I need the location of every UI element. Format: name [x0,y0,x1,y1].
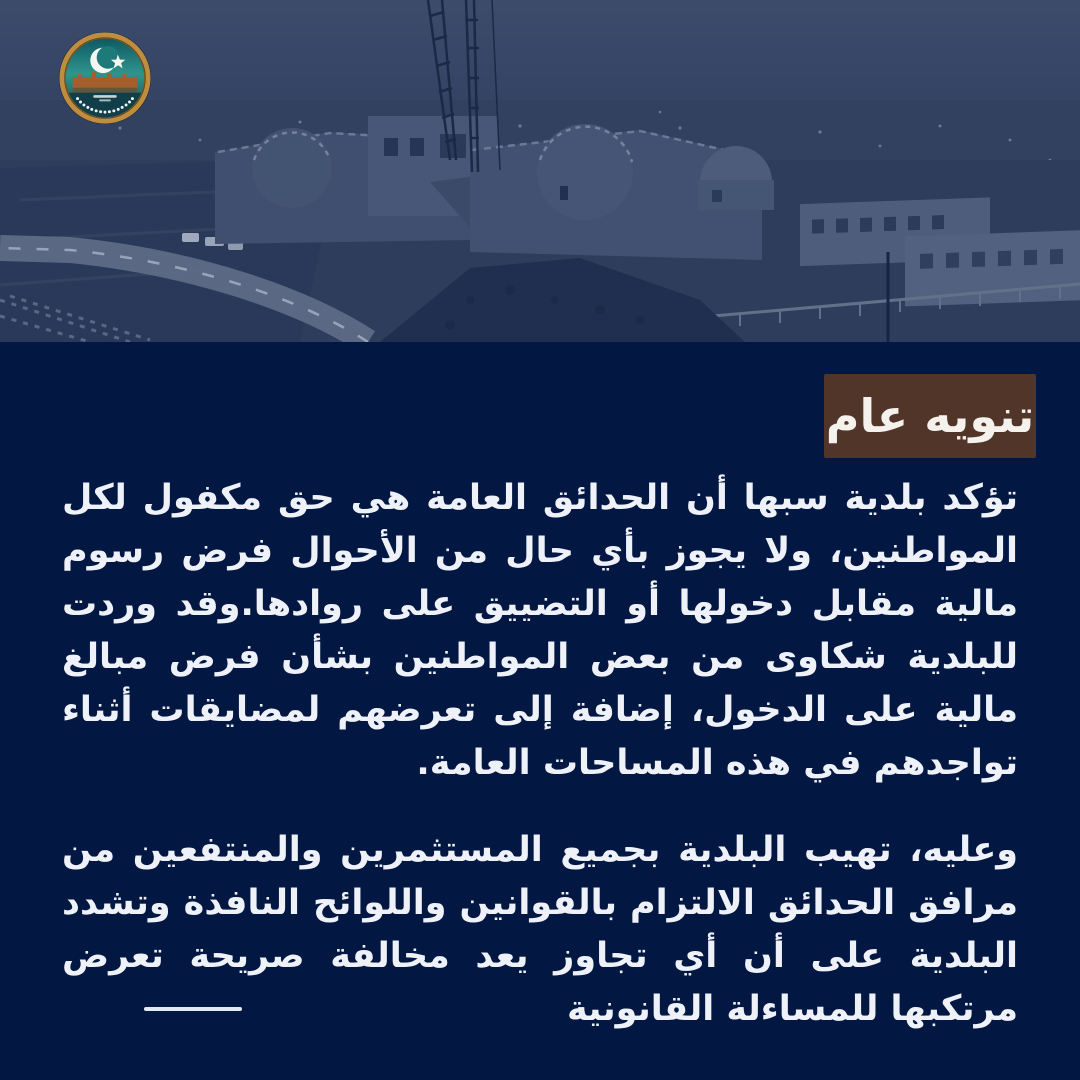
fortress-scene [0,0,1080,342]
sabha-municipality-logo [56,29,154,127]
notice-badge-label: تنويه عام [825,389,1035,443]
footer-dash-divider [144,1007,242,1011]
header-photo-fortress-aerial [0,0,1080,342]
navy-tint-overlay [0,0,1080,342]
announcement-paragraph-2: وعليه، تهيب البلدية بجميع المستثمرين والمنتفعين من مرافق الحدائق الالتزام بالقوانين واللوائح النافذة وتشدد البلدية على أن أي تجاوز يعد مخالفة صريحة تعرض مرتكبها للمساءلة القانونية [62,830,1018,1029]
announcement-body [62,472,1018,1070]
notice-badge [824,374,1036,458]
announcement-paragraph-1: تؤكد بلدية سبها أن الحدائق العامة هي حق مكفول لكل المواطنين، ولا يجوز بأي حال من الأحوال فرض رسوم مالية مقابل دخولها أو التضييق على روادها.وقد وردت للبلدية شكاوى من بعض المواطنين بشأن فرض مبالغ مالية على الدخول، إضافة إلى تعرضهم لمضايقات أثناء تواجدهم في هذه المساحات العامة. [62,478,1018,783]
